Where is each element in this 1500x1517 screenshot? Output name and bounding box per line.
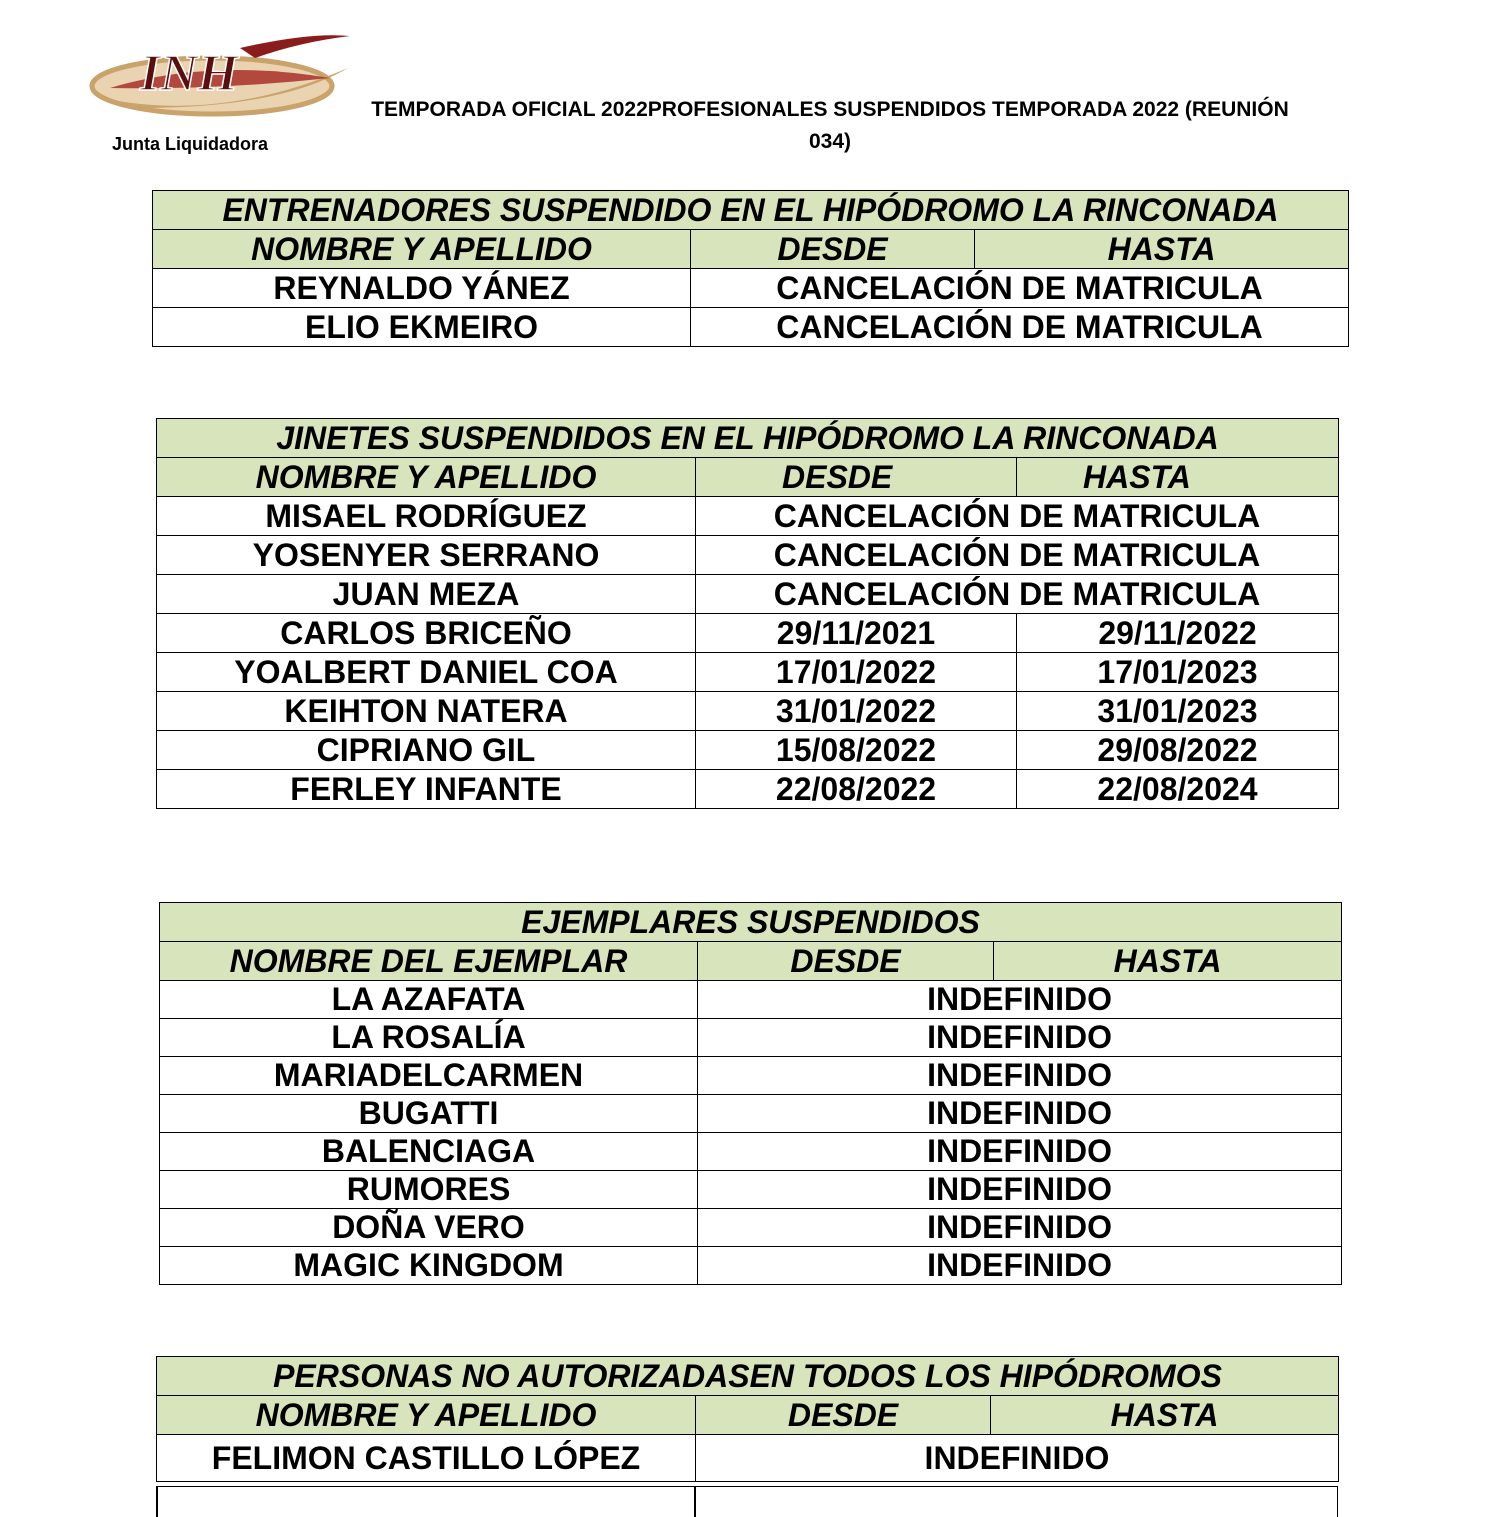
trainers-table (152, 190, 1349, 347)
suspension-status: INDEFINIDO (698, 1247, 1342, 1285)
column-header-name: NOMBRE DEL EJEMPLAR (160, 942, 698, 981)
table-row (157, 614, 1339, 653)
jockey-name: KEIHTON NATERA (157, 692, 696, 731)
table-row (157, 731, 1339, 770)
horse-name: DOÑA VERO (160, 1209, 698, 1247)
table-row (153, 308, 1349, 347)
trainers-table-title: ENTRENADORES SUSPENDIDO EN EL HIPÓDROMO LA RINCONADA (153, 191, 1349, 230)
date-to: 31/01/2023 (1017, 692, 1339, 731)
suspension-status: INDEFINIDO (698, 1095, 1342, 1133)
inh-logo (80, 28, 355, 123)
column-header-to: HASTA (991, 1396, 1339, 1435)
jockey-name: YOSENYER SERRANO (157, 536, 696, 575)
suspension-status: CANCELACIÓN DE MATRICULA (696, 497, 1339, 536)
table-continuation-edge (156, 1486, 1338, 1517)
column-header-name: NOMBRE Y APELLIDO (157, 1396, 696, 1435)
unauthorized-persons-table (156, 1356, 1339, 1482)
horse-name: MAGIC KINGDOM (160, 1247, 698, 1285)
column-header-from: DESDE (696, 1396, 991, 1435)
column-header-from: DESDE (691, 230, 975, 269)
svg-text:INH: INH (140, 45, 239, 102)
horse-name: BALENCIAGA (160, 1133, 698, 1171)
date-from: 22/08/2022 (696, 770, 1017, 809)
table-row (160, 1019, 1342, 1057)
jockey-name: CIPRIANO GIL (157, 731, 696, 770)
table-row (157, 1435, 1339, 1482)
date-to: 17/01/2023 (1017, 653, 1339, 692)
table-row (157, 575, 1339, 614)
table-row (160, 1057, 1342, 1095)
person-name: FELIMON CASTILLO LÓPEZ (157, 1435, 696, 1482)
horse-name: BUGATTI (160, 1095, 698, 1133)
trainer-name: ELIO EKMEIRO (153, 308, 691, 347)
table-row (160, 1171, 1342, 1209)
horses-table (159, 902, 1342, 1285)
table-row (160, 981, 1342, 1019)
date-from: 31/01/2022 (696, 692, 1017, 731)
suspension-status: INDEFINIDO (698, 1171, 1342, 1209)
suspension-status: INDEFINIDO (698, 981, 1342, 1019)
unauthorized-table-title: PERSONAS NO AUTORIZADASEN TODOS LOS HIPÓDROMOS (157, 1357, 1339, 1396)
table-row (157, 692, 1339, 731)
suspension-status: INDEFINIDO (696, 1435, 1339, 1482)
suspension-status: INDEFINIDO (698, 1057, 1342, 1095)
suspension-status: INDEFINIDO (698, 1019, 1342, 1057)
column-header-to: HASTA (994, 942, 1342, 981)
trainer-name: REYNALDO YÁNEZ (153, 269, 691, 308)
suspension-status: INDEFINIDO (698, 1133, 1342, 1171)
horses-table-title: EJEMPLARES SUSPENDIDOS (160, 903, 1342, 942)
column-header-from: DESDE (696, 458, 1017, 497)
table-row (157, 770, 1339, 809)
jockey-name: MISAEL RODRÍGUEZ (157, 497, 696, 536)
suspension-status: CANCELACIÓN DE MATRICULA (691, 269, 1349, 308)
date-to: 22/08/2024 (1017, 770, 1339, 809)
date-from: 15/08/2022 (696, 731, 1017, 770)
jockey-name: CARLOS BRICEÑO (157, 614, 696, 653)
date-to: 29/08/2022 (1017, 731, 1339, 770)
jockey-name: FERLEY INFANTE (157, 770, 696, 809)
table-row (157, 653, 1339, 692)
table-row (160, 1133, 1342, 1171)
jockey-name: YOALBERT DANIEL COA (157, 653, 696, 692)
column-header-name: NOMBRE Y APELLIDO (157, 458, 696, 497)
jockey-name: JUAN MEZA (157, 575, 696, 614)
suspension-status: CANCELACIÓN DE MATRICULA (696, 536, 1339, 575)
jockeys-table-title: JINETES SUSPENDIDOS EN EL HIPÓDROMO LA RINCONADA (157, 419, 1339, 458)
table-row (153, 269, 1349, 308)
table-row (160, 1247, 1342, 1285)
suspension-status: CANCELACIÓN DE MATRICULA (696, 575, 1339, 614)
column-header-to: HASTA (975, 230, 1349, 269)
table-row (160, 1095, 1342, 1133)
jockeys-table (156, 418, 1339, 809)
horse-name: MARIADELCARMEN (160, 1057, 698, 1095)
date-from: 29/11/2021 (696, 614, 1017, 653)
table-row (160, 1209, 1342, 1247)
column-header-from: DESDE (698, 942, 994, 981)
organization-subtitle: Junta Liquidadora (112, 134, 269, 154)
horse-name: LA AZAFATA (160, 981, 698, 1019)
document-title: TEMPORADA OFICIAL 2022PROFESIONALES SUSPENDIDOS TEMPORADA 2022 (REUNIÓN 034) (371, 98, 1289, 153)
suspension-status: INDEFINIDO (698, 1209, 1342, 1247)
horse-name: LA ROSALÍA (160, 1019, 698, 1057)
suspension-status: CANCELACIÓN DE MATRICULA (691, 308, 1349, 347)
horse-name: RUMORES (160, 1171, 698, 1209)
table-row (157, 497, 1339, 536)
column-header-name: NOMBRE Y APELLIDO (153, 230, 691, 269)
table-row (157, 536, 1339, 575)
date-from: 17/01/2022 (696, 653, 1017, 692)
column-header-to: HASTA (1017, 458, 1339, 497)
date-to: 29/11/2022 (1017, 614, 1339, 653)
